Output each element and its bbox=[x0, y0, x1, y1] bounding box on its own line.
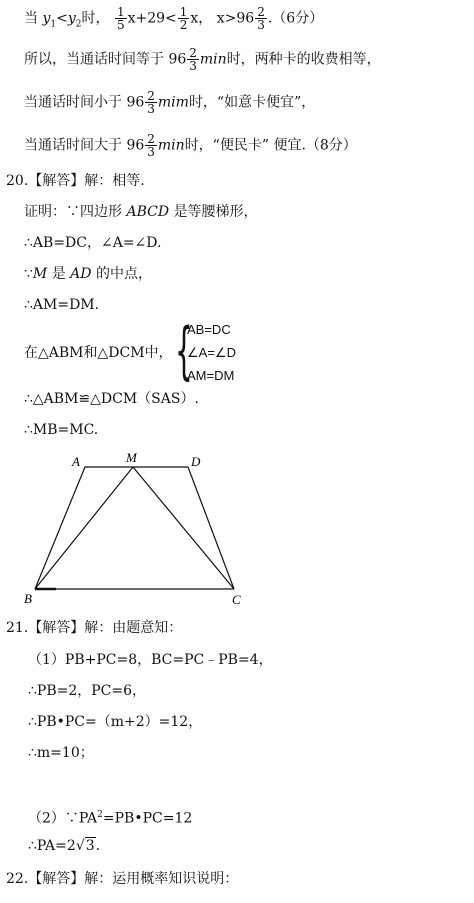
question-21-heading: 21.【解答】解：由题意知： bbox=[6, 620, 183, 636]
proof-line-6: ∴△ABM≌△DCM（SAS）. bbox=[24, 391, 199, 407]
text: .（6分） bbox=[267, 10, 324, 27]
line-4 bbox=[24, 133, 357, 158]
label-C: C bbox=[232, 592, 241, 607]
segment-MC bbox=[133, 467, 234, 589]
question-20-heading: 20.【解答】解：相等. bbox=[6, 173, 145, 189]
text: 当通话时间小于 96 bbox=[24, 94, 145, 111]
subscript: 1 bbox=[50, 19, 57, 30]
solution-line-2: ∴PB=2，PC=6， bbox=[28, 683, 147, 699]
var-y: y bbox=[42, 10, 51, 27]
text: 时， bbox=[81, 10, 110, 27]
text: 当通话时间大于 96 bbox=[24, 137, 145, 154]
trapezoid-diagram bbox=[20, 450, 260, 610]
unit: mim bbox=[157, 94, 189, 111]
label-A: A bbox=[72, 454, 80, 469]
fraction: $\frac{1}{5}$ bbox=[116, 5, 125, 32]
line-2 bbox=[24, 47, 381, 72]
text: 时，“如意卡便宜”， bbox=[188, 94, 316, 111]
less-than: < bbox=[56, 10, 68, 27]
proof-line-7: ∴MB=MC. bbox=[24, 422, 99, 438]
system-row-1: AB=DC bbox=[187, 322, 231, 337]
system-row-3: AM=DM bbox=[187, 368, 235, 383]
left-brace: { bbox=[175, 314, 193, 387]
question-22-heading: 22.【解答】解：运用概率知识说明： bbox=[6, 871, 239, 887]
subscript: 2 bbox=[75, 19, 82, 30]
equation-system bbox=[175, 314, 265, 387]
text: 时，两种卡的收费相等， bbox=[226, 51, 381, 68]
proof-line-3: ∵M 是 AD 的中点， bbox=[24, 266, 152, 282]
fraction: $\frac{2}{3}$ bbox=[189, 46, 197, 73]
var-y: y bbox=[67, 10, 76, 27]
proof-line-1: 证明：∵四边形 ABCD 是等腰梯形， bbox=[24, 204, 258, 220]
segment-MB bbox=[35, 467, 133, 589]
fraction: $\frac{1}{2}$ bbox=[179, 5, 188, 32]
text: x， x>96 bbox=[190, 10, 255, 27]
solution-line-6: ∴PA=2√3. bbox=[28, 838, 101, 854]
sqrt-symbol: √3 bbox=[75, 838, 95, 854]
fraction: $\frac{2}{3}$ bbox=[257, 5, 265, 32]
solution-line-1: （1）PB+PC=8，BC=PC﹣PB=4， bbox=[28, 652, 273, 668]
text: 所以，当通话时间等于 96 bbox=[24, 51, 187, 68]
solution-line-3: ∴PB•PC=（m+2）=12， bbox=[28, 714, 203, 730]
text: 时，“便民卡” 便宜.（8分） bbox=[184, 137, 357, 154]
unit: min bbox=[199, 51, 227, 68]
label-M: M bbox=[126, 450, 137, 465]
proof-line-2: ∴AB=DC，∠A=∠D. bbox=[24, 235, 162, 251]
segment-DC bbox=[188, 467, 234, 589]
proof-line-5: 在△ABM和△DCM中， bbox=[24, 345, 173, 361]
system-row-2: ∠A=∠D bbox=[187, 345, 236, 360]
line-3 bbox=[24, 90, 315, 115]
label-B: B bbox=[24, 591, 32, 606]
solution-line-4: ∴m=10； bbox=[28, 745, 94, 761]
unit: min bbox=[157, 137, 185, 154]
solution-line-5: $(2)\because PA^2=PB•PC=12$ bbox=[28, 810, 193, 827]
fraction: $\frac{2}{3}$ bbox=[147, 132, 155, 159]
text: 当 bbox=[24, 10, 43, 27]
fraction: $\frac{2}{3}$ bbox=[147, 89, 155, 116]
proof-line-4: ∴AM=DM. bbox=[24, 297, 100, 313]
segment-AB bbox=[35, 467, 85, 589]
label-D: D bbox=[191, 454, 201, 469]
text: x+29< bbox=[127, 10, 177, 27]
line-1 bbox=[24, 6, 323, 34]
